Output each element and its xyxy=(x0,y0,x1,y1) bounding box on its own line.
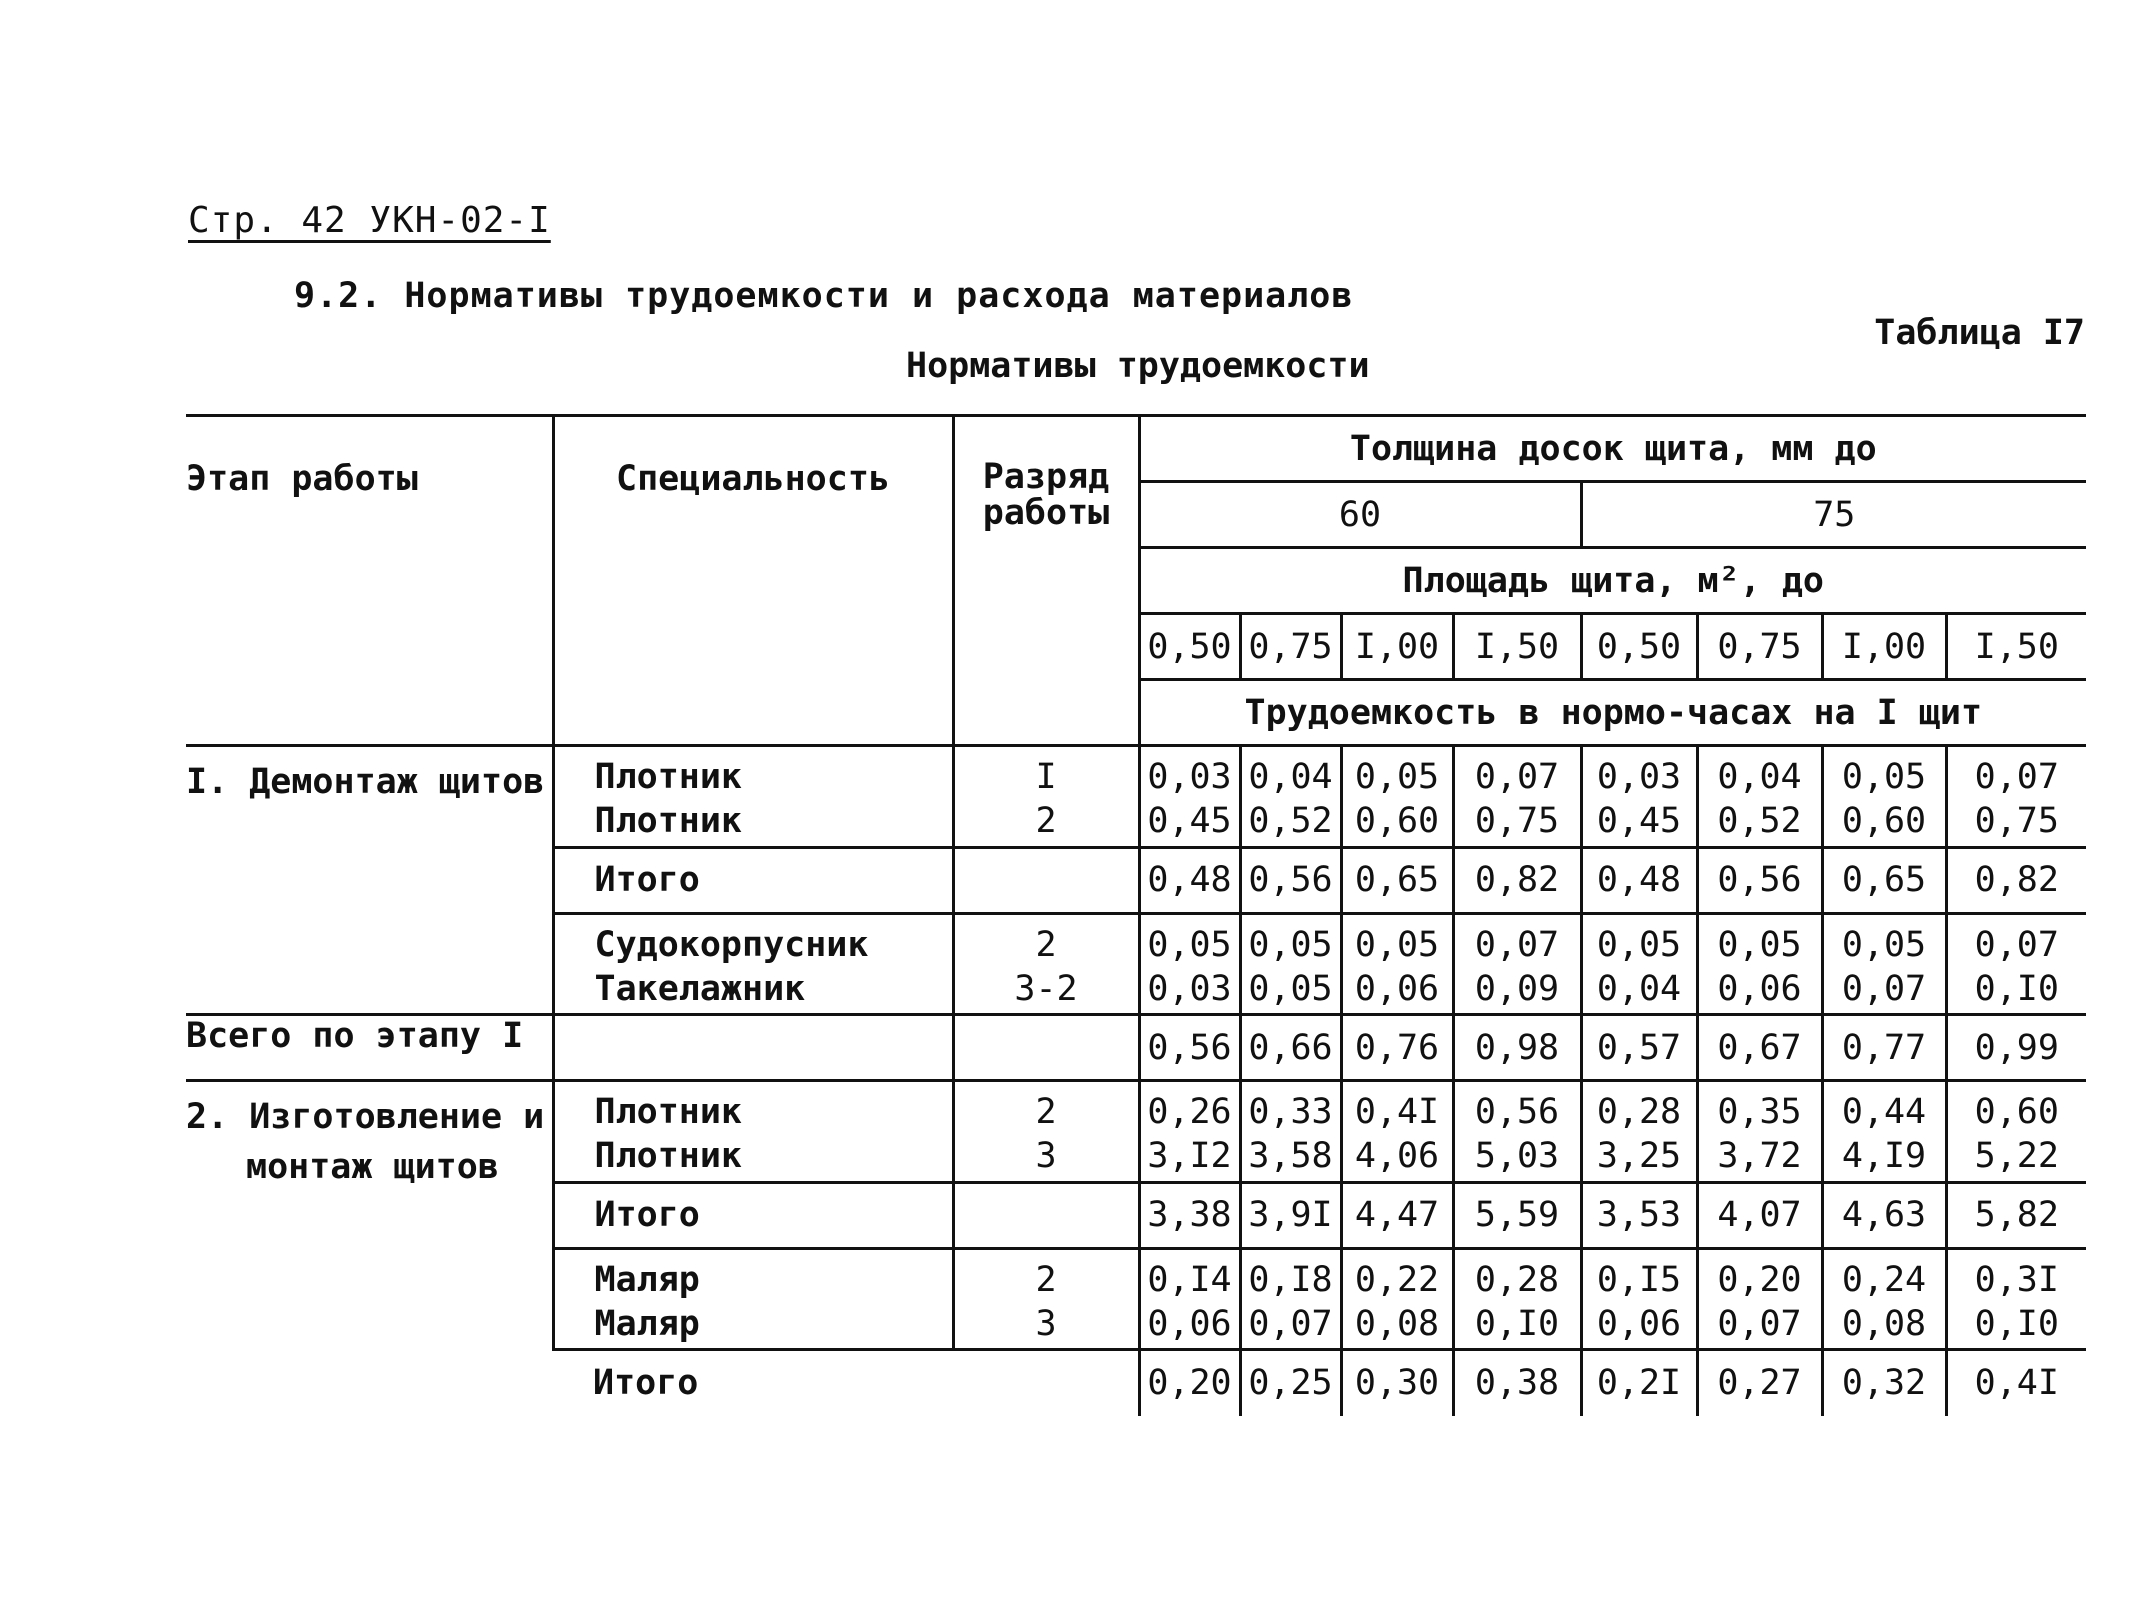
specialty-cell: Плотник xyxy=(553,1081,953,1133)
stage-2-name xyxy=(186,1081,553,1416)
value-cell: 0,07 xyxy=(1240,1300,1341,1350)
value-cell: 0,26 xyxy=(1139,1081,1240,1133)
value-cell: 0,04 xyxy=(1697,746,1822,798)
value-cell: 0,05 xyxy=(1697,913,1822,965)
value-cell: 0,05 xyxy=(1341,913,1453,965)
value-cell: 0,4I xyxy=(1341,1081,1453,1133)
value-cell: 0,07 xyxy=(1946,746,2086,798)
table-row xyxy=(186,1081,2086,1133)
specialty-cell: Такелажник xyxy=(553,965,953,1015)
value-cell: 0,33 xyxy=(1240,1081,1341,1133)
value-cell: 0,75 xyxy=(1453,797,1581,847)
value-cell: 0,76 xyxy=(1341,1015,1453,1081)
value-cell: 0,20 xyxy=(1697,1248,1822,1300)
value-cell: 5,59 xyxy=(1453,1182,1581,1248)
header-row-thickness xyxy=(186,416,2086,482)
rank-cell: 2 xyxy=(953,913,1139,965)
value-cell: 0,08 xyxy=(1822,1300,1946,1350)
value-cell: 0,06 xyxy=(1697,965,1822,1015)
specialty-cell: Судокорпусник xyxy=(553,913,953,965)
labor-norms-table xyxy=(186,414,2086,1416)
value-cell: 0,28 xyxy=(1581,1081,1697,1133)
value-cell: 0,06 xyxy=(1581,1300,1697,1350)
value-cell: 0,56 xyxy=(1453,1081,1581,1133)
specialty-cell: Плотник xyxy=(553,797,953,847)
specialty-cell: Плотник xyxy=(553,1132,953,1182)
col-header-specialty: Специальность xyxy=(553,416,953,746)
value-cell: 0,07 xyxy=(1453,746,1581,798)
thickness-60: 60 xyxy=(1139,482,1581,548)
col-header-stage: Этап работы xyxy=(186,416,553,746)
specialty-cell: Маляр xyxy=(553,1248,953,1300)
value-cell: 0,44 xyxy=(1822,1081,1946,1133)
value-cell: 0,I5 xyxy=(1581,1248,1697,1300)
value-cell: 0,60 xyxy=(1341,797,1453,847)
col-header-rank: Разряд работы xyxy=(953,416,1139,746)
subtotal-label: Итого xyxy=(553,847,953,913)
value-cell: 0,07 xyxy=(1822,965,1946,1015)
area-value: I,00 xyxy=(1822,614,1946,680)
value-cell: 0,07 xyxy=(1697,1300,1822,1350)
stage-2-name-line1: 2. Изготовление и xyxy=(186,1097,545,1137)
value-cell: 0,03 xyxy=(1581,746,1697,798)
value-cell: 4,63 xyxy=(1822,1182,1946,1248)
value-cell: 3,25 xyxy=(1581,1132,1697,1182)
value-cell: 0,4I xyxy=(1946,1350,2086,1416)
value-cell: 0,24 xyxy=(1822,1248,1946,1300)
value-cell: 0,06 xyxy=(1139,1300,1240,1350)
rank-cell: 3 xyxy=(953,1300,1139,1350)
rank-cell xyxy=(953,847,1139,913)
value-cell: 0,I0 xyxy=(1946,1300,2086,1350)
area-value: I,00 xyxy=(1341,614,1453,680)
specialty-cell: Плотник xyxy=(553,746,953,798)
stage-total-row xyxy=(186,1015,2086,1081)
value-cell: 0,3I xyxy=(1946,1248,2086,1300)
value-cell: 0,09 xyxy=(1453,965,1581,1015)
value-cell: 0,05 xyxy=(1822,913,1946,965)
value-cell: 3,58 xyxy=(1240,1132,1341,1182)
value-cell: 0,48 xyxy=(1581,847,1697,913)
stage-1-total-label: Всего по этапу I xyxy=(186,1015,553,1081)
value-cell: 0,05 xyxy=(1341,746,1453,798)
value-cell: 0,67 xyxy=(1697,1015,1822,1081)
value-cell: 0,I4 xyxy=(1139,1248,1240,1300)
value-cell: 0,I8 xyxy=(1240,1248,1341,1300)
table-title: Нормативы трудоемкости xyxy=(906,346,1370,386)
value-cell: 0,25 xyxy=(1240,1350,1341,1416)
value-cell: 0,99 xyxy=(1946,1015,2086,1081)
value-cell: 0,98 xyxy=(1453,1015,1581,1081)
section-title: 9.2. Нормативы трудоемкости и расхода материалов xyxy=(294,276,1354,316)
value-cell: 0,77 xyxy=(1822,1015,1946,1081)
value-cell: 0,52 xyxy=(1240,797,1341,847)
value-cell: 0,05 xyxy=(1240,913,1341,965)
value-cell: 0,82 xyxy=(1453,847,1581,913)
specialty-cell xyxy=(553,1015,953,1081)
value-cell: 0,05 xyxy=(1581,913,1697,965)
value-cell: 0,66 xyxy=(1240,1015,1341,1081)
value-cell: 0,03 xyxy=(1139,746,1240,798)
rank-cell: 2 xyxy=(953,1248,1139,1300)
value-cell: 0,08 xyxy=(1341,1300,1453,1350)
area-value: 0,75 xyxy=(1697,614,1822,680)
value-cell: 0,05 xyxy=(1139,913,1240,965)
header-area: Площадь щита, м², до xyxy=(1139,548,2086,614)
value-cell: 0,57 xyxy=(1581,1015,1697,1081)
value-cell: 5,82 xyxy=(1946,1182,2086,1248)
value-cell: 0,56 xyxy=(1697,847,1822,913)
value-cell: 0,60 xyxy=(1822,797,1946,847)
value-cell: 0,28 xyxy=(1453,1248,1581,1300)
value-cell: 3,72 xyxy=(1697,1132,1822,1182)
value-cell: 0,56 xyxy=(1240,847,1341,913)
area-value: 0,50 xyxy=(1139,614,1240,680)
value-cell: 0,05 xyxy=(1822,746,1946,798)
rank-cell: 2 xyxy=(953,1081,1139,1133)
value-cell: 0,03 xyxy=(1139,965,1240,1015)
rank-cell: 2 xyxy=(953,797,1139,847)
value-cell: 0,07 xyxy=(1453,913,1581,965)
area-value: I,50 xyxy=(1453,614,1581,680)
value-cell: 0,22 xyxy=(1341,1248,1453,1300)
value-cell: 0,38 xyxy=(1453,1350,1581,1416)
specialty-cell: Маляр xyxy=(553,1300,953,1350)
page-reference: Стр. 42 УКН-02-I xyxy=(188,200,551,241)
rank-cell: 3-2 xyxy=(953,965,1139,1015)
value-cell: 4,07 xyxy=(1697,1182,1822,1248)
rank-cell: 3 xyxy=(953,1132,1139,1182)
rank-cell xyxy=(953,1015,1139,1081)
value-cell: 4,47 xyxy=(1341,1182,1453,1248)
value-cell: 0,60 xyxy=(1946,1081,2086,1133)
rank-cell xyxy=(953,1350,1139,1416)
value-cell: 0,I0 xyxy=(1946,965,2086,1015)
table-number: Таблица I7 xyxy=(1874,313,2085,353)
value-cell: 0,82 xyxy=(1946,847,2086,913)
value-cell: 0,35 xyxy=(1697,1081,1822,1133)
value-cell: 0,32 xyxy=(1822,1350,1946,1416)
value-cell: 0,65 xyxy=(1341,847,1453,913)
stage-2-name-line2: монтаж щитов xyxy=(246,1147,499,1187)
header-unit: Трудоемкость в нормо-часах на I щит xyxy=(1139,680,2086,746)
value-cell: 0,I0 xyxy=(1453,1300,1581,1350)
value-cell: 0,05 xyxy=(1240,965,1341,1015)
thickness-75: 75 xyxy=(1581,482,2086,548)
value-cell: 3,9I xyxy=(1240,1182,1341,1248)
value-cell: 0,45 xyxy=(1139,797,1240,847)
rank-cell: I xyxy=(953,746,1139,798)
value-cell: 0,65 xyxy=(1822,847,1946,913)
value-cell: 0,27 xyxy=(1697,1350,1822,1416)
value-cell: 0,52 xyxy=(1697,797,1822,847)
area-value: I,50 xyxy=(1946,614,2086,680)
value-cell: 0,56 xyxy=(1139,1015,1240,1081)
subtotal-label: Итого xyxy=(593,1363,699,1404)
value-cell: 3,38 xyxy=(1139,1182,1240,1248)
value-cell: 0,48 xyxy=(1139,847,1240,913)
header-thickness: Толщина досок щита, мм до xyxy=(1139,416,2086,482)
value-cell: 0,45 xyxy=(1581,797,1697,847)
value-cell: 0,20 xyxy=(1139,1350,1240,1416)
rank-cell xyxy=(953,1182,1139,1248)
value-cell: 0,04 xyxy=(1581,965,1697,1015)
area-value: 0,50 xyxy=(1581,614,1697,680)
value-cell: 5,22 xyxy=(1946,1132,2086,1182)
subtotal-label: Итого xyxy=(553,1182,953,1248)
value-cell: 0,07 xyxy=(1946,913,2086,965)
value-cell: 3,I2 xyxy=(1139,1132,1240,1182)
table-row xyxy=(186,746,2086,798)
value-cell: 3,53 xyxy=(1581,1182,1697,1248)
stage-1-name: I. Демонтаж щитов xyxy=(186,746,553,1015)
value-cell: 0,75 xyxy=(1946,797,2086,847)
area-value: 0,75 xyxy=(1240,614,1341,680)
value-cell: 4,I9 xyxy=(1822,1132,1946,1182)
value-cell: 0,30 xyxy=(1341,1350,1453,1416)
value-cell: 4,06 xyxy=(1341,1132,1453,1182)
value-cell: 5,03 xyxy=(1453,1132,1581,1182)
value-cell: 0,04 xyxy=(1240,746,1341,798)
value-cell: 0,2I xyxy=(1581,1350,1697,1416)
value-cell: 0,06 xyxy=(1341,965,1453,1015)
